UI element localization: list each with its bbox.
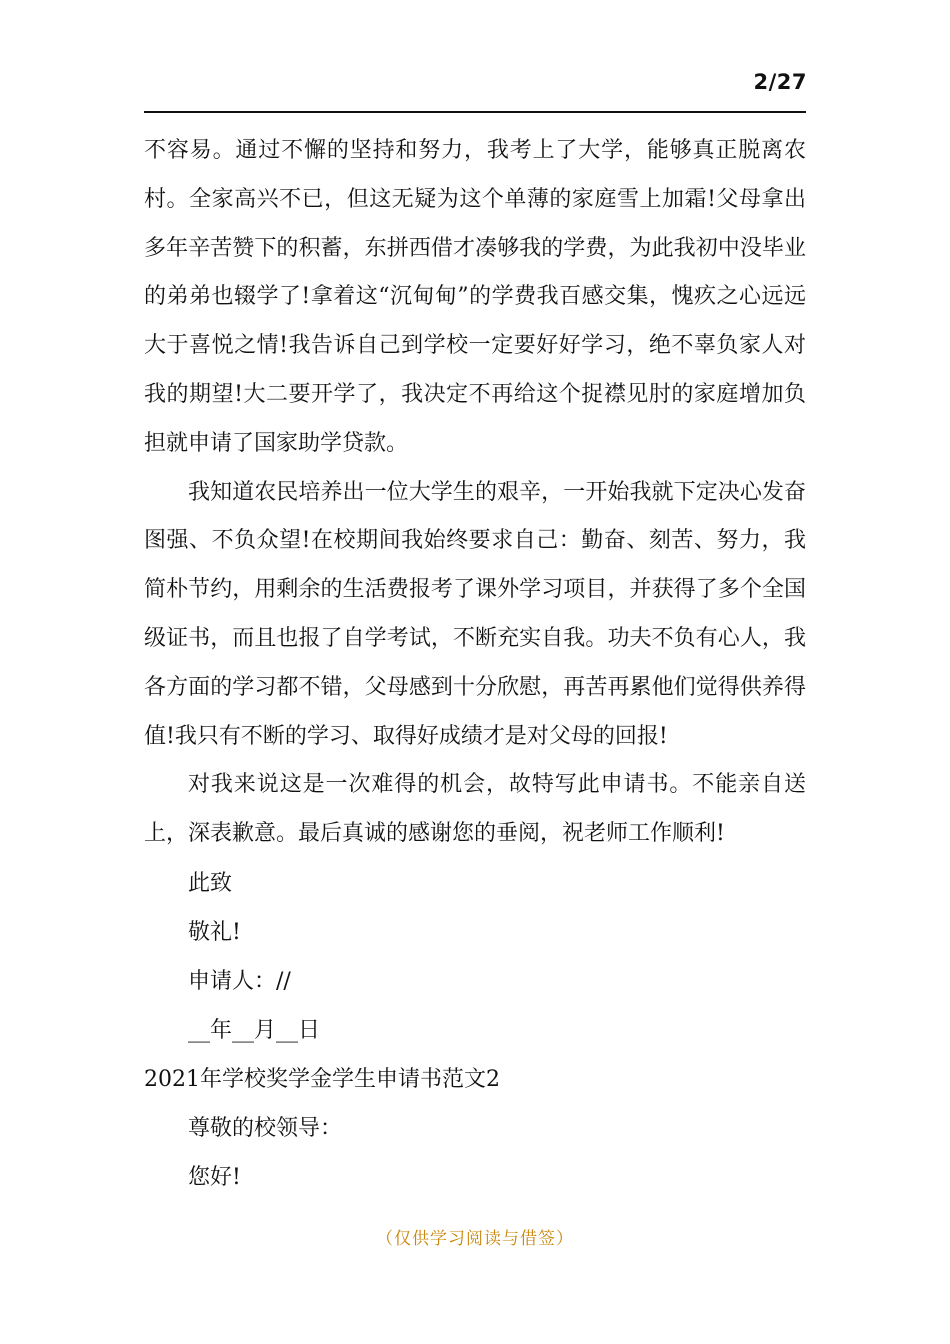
- hello-line: 您好!: [188, 1164, 241, 1190]
- document-body: [144, 127, 806, 1202]
- date-line: __年__月__日: [188, 1017, 321, 1043]
- body-paragraph: 我知道农民培养出一位大学生的艰辛，一开始我就下定决心发奋图强、不负众望!在校期间我始终要求自己：勤奋、刻苦、努力，我简朴节约，用剩余的生活费报考了课外学习项目，并获得了多个全国级证书，而且也报了自学考试，不断充实自我。功夫不负有心人，我各方面的学习都不错，父母感到十分欣慰，再苦再累他们觉得供养得值!我只有不断的学习、取得好成绩才是对父母的回报!: [144, 479, 806, 749]
- page-separator: /: [768, 70, 777, 94]
- applicant-line: 申请人：//: [188, 968, 291, 994]
- page-total: 27: [776, 70, 807, 94]
- closing-line: 此致: [188, 870, 233, 896]
- page-current: 2: [753, 70, 769, 94]
- salute-line: 敬礼!: [188, 919, 241, 945]
- footer-note: （仅供学习阅读与借签）: [376, 1229, 574, 1249]
- section-title: 2021年学校奖学金学生申请书范文2: [144, 1066, 500, 1092]
- greeting-line: 尊敬的校领导：: [188, 1115, 343, 1141]
- page-number: [753, 70, 807, 94]
- body-paragraph: 对我来说这是一次难得的机会，故特写此申请书。不能亲自送上，深表歉意。最后真诚的感谢您的垂阅，祝老师工作顺利!: [144, 772, 806, 847]
- body-paragraph: 不容易。通过不懈的坚持和努力，我考上了大学，能够真正脱离农村。全家高兴不已，但这无疑为这个单薄的家庭雪上加霜!父母拿出多年辛苦赞下的积蓄，东拼西借才凑够我的学费，为此我初中没毕业的弟弟也辍学了!拿着这“沉甸甸”的学费我百感交集，愧疚之心远远大于喜悦之情!我告诉自己到学校一定要好好学习，绝不辜负家人对我的期望!大二要开学了，我决定不再给这个捉襟见肘的家庭增加负担就申请了国家助学贷款。: [144, 138, 806, 456]
- header-rule: [144, 111, 806, 113]
